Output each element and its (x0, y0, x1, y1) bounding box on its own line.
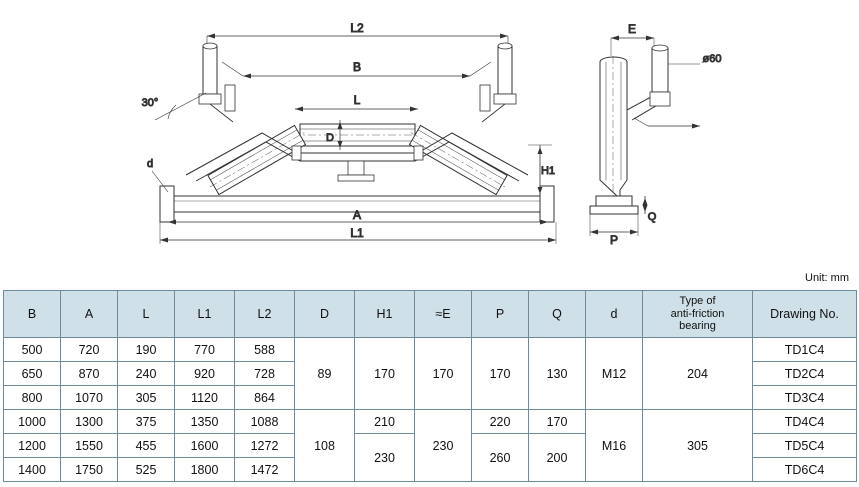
cell-a: 1300 (61, 410, 118, 434)
cell-bearing: 204 (643, 338, 753, 410)
svg-text:A: A (352, 208, 362, 222)
svg-text:30°: 30° (141, 97, 159, 109)
col-header-drawing-no: Drawing No. (753, 291, 857, 338)
cell-b: 1200 (4, 434, 61, 458)
cell-e: 170 (415, 338, 472, 410)
cell-l2: 1088 (235, 410, 295, 434)
svg-text:L1: L1 (350, 226, 364, 240)
cell-q: 130 (529, 338, 586, 410)
cell-drawing-no: TD1C4 (753, 338, 857, 362)
cell-drawing-no: TD4C4 (753, 410, 857, 434)
cell-a: 1070 (61, 386, 118, 410)
bearing-header-line3: bearing (679, 320, 716, 333)
specification-table (3, 290, 857, 482)
col-header-b: B (4, 291, 61, 338)
svg-text:Q: Q (647, 211, 657, 223)
svg-text:H1: H1 (540, 165, 556, 177)
col-header-l: L (118, 291, 175, 338)
svg-text:E: E (627, 22, 637, 36)
col-header-l2: L2 (235, 291, 295, 338)
cell-l2: 864 (235, 386, 295, 410)
cell-l2: 1272 (235, 434, 295, 458)
cell-p: 170 (472, 338, 529, 410)
col-header-e: ≈E (415, 291, 472, 338)
cell-d: 89 (295, 338, 355, 410)
cell-l2: 1472 (235, 458, 295, 482)
col-header-d-small: d (586, 291, 643, 338)
cell-l: 375 (118, 410, 175, 434)
unit-note: Unit: mm (805, 272, 849, 284)
cell-p: 260 (472, 434, 529, 482)
cell-l: 525 (118, 458, 175, 482)
cell-bearing: 305 (643, 410, 753, 482)
cell-l1: 1800 (175, 458, 235, 482)
cell-a: 1550 (61, 434, 118, 458)
col-header-p: P (472, 291, 529, 338)
cell-b: 1000 (4, 410, 61, 434)
cell-drawing-no: TD5C4 (753, 434, 857, 458)
bearing-header-line2: anti-friction (670, 307, 725, 320)
cell-l: 305 (118, 386, 175, 410)
svg-text:D: D (326, 132, 334, 144)
cell-q: 200 (529, 434, 586, 482)
cell-h1: 170 (355, 338, 415, 410)
table-row (4, 410, 857, 434)
bearing-header-line1: Type of (679, 295, 716, 308)
cell-l1: 920 (175, 362, 235, 386)
col-header-bearing-type (643, 291, 753, 338)
col-header-l1: L1 (175, 291, 235, 338)
cell-h1: 230 (355, 434, 415, 482)
cell-d: 108 (295, 410, 355, 482)
svg-text:L: L (353, 93, 361, 107)
cell-a: 870 (61, 362, 118, 386)
col-header-h1: H1 (355, 291, 415, 338)
cell-e: 230 (415, 410, 472, 482)
cell-a: 1750 (61, 458, 118, 482)
cell-l1: 1350 (175, 410, 235, 434)
cell-b: 650 (4, 362, 61, 386)
cell-d-small: M16 (586, 410, 643, 482)
table-row (4, 338, 857, 362)
cell-b: 1400 (4, 458, 61, 482)
svg-text:d: d (146, 158, 154, 170)
col-header-a: A (61, 291, 118, 338)
cell-d-small: M12 (586, 338, 643, 410)
cell-l1: 1120 (175, 386, 235, 410)
col-header-q: Q (529, 291, 586, 338)
cell-b: 800 (4, 386, 61, 410)
svg-text:ø60: ø60 (702, 53, 722, 65)
svg-text:P: P (609, 233, 619, 247)
cell-drawing-no: TD6C4 (753, 458, 857, 482)
specification-table-wrapper (3, 290, 856, 482)
cell-l2: 588 (235, 338, 295, 362)
cell-l1: 1600 (175, 434, 235, 458)
cell-drawing-no: TD3C4 (753, 386, 857, 410)
cell-l1: 770 (175, 338, 235, 362)
cell-h1: 210 (355, 410, 415, 434)
cell-drawing-no: TD2C4 (753, 362, 857, 386)
cell-l2: 728 (235, 362, 295, 386)
cell-q: 170 (529, 410, 586, 434)
svg-text:B: B (352, 60, 362, 74)
cell-l: 455 (118, 434, 175, 458)
table-header-row (4, 291, 857, 338)
cell-l: 240 (118, 362, 175, 386)
cell-a: 720 (61, 338, 118, 362)
cell-l: 190 (118, 338, 175, 362)
cell-b: 500 (4, 338, 61, 362)
col-header-d: D (295, 291, 355, 338)
svg-text:L2: L2 (350, 21, 364, 35)
cell-p: 220 (472, 410, 529, 434)
